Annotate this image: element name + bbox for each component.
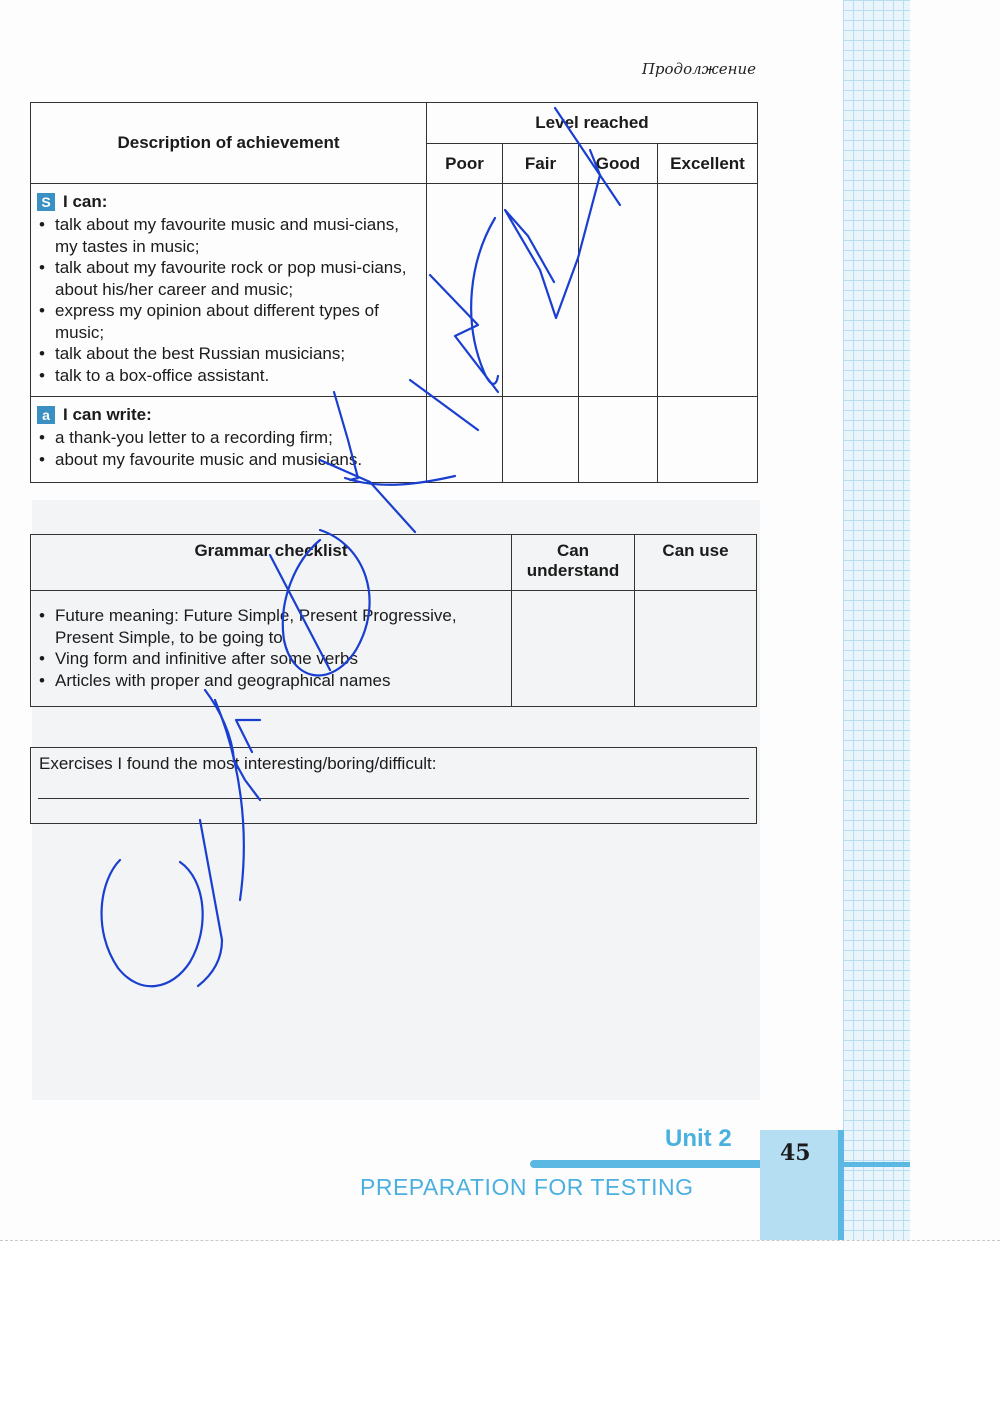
speaking-excellent-cell[interactable] bbox=[658, 184, 758, 397]
writing-heading-text: I can write: bbox=[63, 405, 152, 424]
grid-margin-strip bbox=[843, 0, 910, 1240]
exercises-prompt: Exercises I found the most interesting/boring/difficult: bbox=[39, 754, 437, 773]
grammar-row bbox=[31, 591, 757, 707]
page-number-tab-edge bbox=[838, 1130, 844, 1240]
speaking-list bbox=[37, 214, 418, 386]
grammar-table bbox=[30, 534, 757, 707]
achievement-table bbox=[30, 102, 758, 483]
writing-icon: a bbox=[37, 406, 55, 424]
writing-fair-cell[interactable] bbox=[503, 397, 579, 483]
list-item: • express my opinion about different types of music; bbox=[37, 300, 418, 343]
list-item: • talk about my favourite music and musi-cians, my tastes in music; bbox=[37, 214, 418, 257]
continuation-label: Продолжение bbox=[641, 60, 756, 78]
can-use-cell[interactable] bbox=[635, 591, 757, 707]
achievement-row-writing bbox=[31, 397, 758, 483]
list-item: • a thank-you letter to a recording firm; bbox=[37, 427, 418, 449]
achievement-row-speaking bbox=[31, 184, 758, 397]
can-understand-header: Can understand bbox=[512, 535, 635, 591]
speaking-description bbox=[31, 184, 427, 397]
page-number: 45 bbox=[780, 1140, 811, 1166]
level-good-header: Good bbox=[579, 144, 658, 184]
level-excellent-header: Excellent bbox=[658, 144, 758, 184]
list-item: • talk about my favourite rock or pop musi-cians, about his/her career and music; bbox=[37, 257, 418, 300]
writing-description bbox=[31, 397, 427, 483]
speaking-icon: S bbox=[37, 193, 55, 211]
grammar-checklist-header: Grammar checklist bbox=[31, 535, 512, 591]
writing-excellent-cell[interactable] bbox=[658, 397, 758, 483]
writing-list bbox=[37, 427, 418, 470]
footer-accent-bar bbox=[530, 1160, 760, 1168]
list-item: • about my favourite music and musicians. bbox=[37, 449, 418, 471]
list-item: • Future meaning: Future Simple, Present Progressive, Present Simple, to be going to bbox=[37, 605, 505, 648]
list-item: • talk to a box-office assistant. bbox=[37, 365, 418, 387]
grammar-list bbox=[37, 605, 505, 691]
exercises-cell[interactable] bbox=[31, 748, 757, 824]
writing-heading bbox=[37, 405, 418, 425]
description-header: Description of achievement bbox=[31, 103, 427, 184]
list-item: • talk about the best Russian musicians; bbox=[37, 343, 418, 365]
speaking-poor-cell[interactable] bbox=[427, 184, 503, 397]
list-item: • Ving form and infinitive after some verbs bbox=[37, 648, 505, 670]
speaking-heading bbox=[37, 192, 418, 212]
level-poor-header: Poor bbox=[427, 144, 503, 184]
section-label: PREPARATION FOR TESTING bbox=[360, 1174, 694, 1200]
unit-label: Unit 2 bbox=[665, 1125, 732, 1152]
speaking-fair-cell[interactable] bbox=[503, 184, 579, 397]
footer-accent-bar-right bbox=[843, 1162, 910, 1167]
page-bottom-margin bbox=[0, 1240, 1000, 1414]
level-reached-header: Level reached bbox=[427, 103, 758, 144]
level-fair-header: Fair bbox=[503, 144, 579, 184]
grammar-items bbox=[31, 591, 512, 707]
list-item: • Articles with proper and geographical names bbox=[37, 670, 505, 692]
can-understand-cell[interactable] bbox=[512, 591, 635, 707]
can-use-header: Can use bbox=[635, 535, 757, 591]
exercises-answer-line[interactable] bbox=[38, 798, 749, 799]
speaking-good-cell[interactable] bbox=[579, 184, 658, 397]
exercises-box bbox=[30, 747, 757, 824]
writing-poor-cell[interactable] bbox=[427, 397, 503, 483]
speaking-heading-text: I can: bbox=[63, 192, 108, 211]
writing-good-cell[interactable] bbox=[579, 397, 658, 483]
scan-edge-line bbox=[0, 1240, 1000, 1241]
